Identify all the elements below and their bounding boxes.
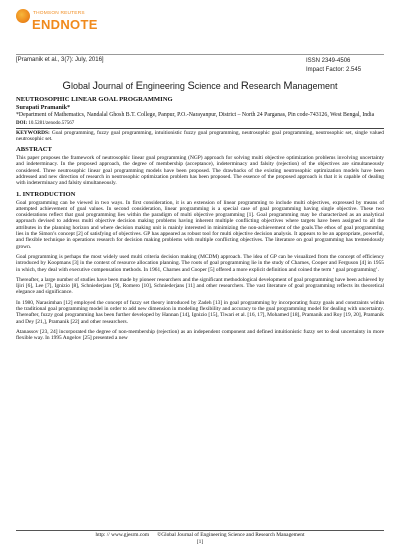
endnote-logo-mark-icon bbox=[16, 9, 30, 23]
abstract-heading: ABSTRACT bbox=[16, 146, 52, 154]
keywords-text: Goal programming, fuzzy goal programming, intuitionistic fuzzy goal programming, neutrosophic goal programming, neutrosophic set, single valued neutrosophic set. bbox=[16, 129, 384, 142]
intro-paragraph: Goal programming can be viewed in two ways. In first consideration, it is an extension of linear programming to include multi objectives, expressed by means of attempted achievement of goal values. In second consideration, linear programming is a special case of goal programming having single objective. These two considerations reflect that goal programming lies within the paradigm of multi objective programming [1]. Goal programming may be characterized as an analytical approach devised to address multi objective decision making problems having inherent multiple conflicting objectives where targets have been assigned to all the attributes in the planning horizon and where decision making unit is mainly interested in minimizing the non-achievement of the goals.The ethos of goal programming lies in the Simon’s concept [2] of satisfying of objectives. GP has appeared as robust tool for multi objective decision analysis. It appears to be an appropriate, powerful, and flexible technique in operations research for decision making problems with multiple conflicting objectives. The literature on goal programming has tremendously grown. bbox=[16, 199, 384, 250]
article-title: NEUTROSOPHIC LINEAR GOAL PROGRAMMING bbox=[16, 96, 173, 103]
logo-main-text: ENDNOTE bbox=[32, 17, 98, 32]
article-body bbox=[16, 96, 384, 346]
author-affiliation: *Department of Mathematics, Nandalal Ghosh B.T. College, Panpur, P.O.-Narayanpur, District – North 24 Parganas, Pin code-743126, West Bengal, India bbox=[16, 111, 375, 118]
keywords bbox=[16, 130, 384, 143]
issn: ISSN 2349-4506 bbox=[306, 58, 351, 64]
endnote-logo bbox=[16, 8, 126, 38]
keywords-rule bbox=[16, 128, 384, 129]
intro-paragraph: In 1980, Narasimhan [12] employed the concept of fuzzy set theory introduced by Zadeh [13] in goal programming by incorporating fuzzy goals and constraints within the traditional goal programming model in order to add new dimension in modeling flexibility and accuracy to the goal programming model for dealing with uncertainty. Thereafter, fuzzy goal programming has been further developed by Hannan [14], Ignizio [15], Tiwari et al. [16, 17], Mohamed [18], Pramanik and Roy [19, 20], Pramanik and Dey [21,], Pramanik [22] and other researchers. bbox=[16, 299, 384, 325]
keywords-label: KEYWORDS: bbox=[16, 129, 50, 136]
footer-url[interactable]: http: // www.gjesrm.com bbox=[95, 532, 150, 538]
intro-paragraph: Thereafter, a large number of studies have been made by pioneer researchers and the significant methodological development of goal programming have been achieved by Ijiri [6], Lee [7], Ignizio [8], Schniederjans [9], Romero [10], Schniederjans [11] and other researchers. The vast literature of goal programming reflects its theoretical elegance and significance. bbox=[16, 276, 384, 296]
header-issn-block bbox=[306, 57, 376, 75]
impact-factor: Impact Factor: 2.545 bbox=[306, 67, 362, 73]
journal-title: Global Journal of Engineering Science and Research Management bbox=[62, 80, 338, 92]
header-divider bbox=[16, 54, 384, 55]
doi-link[interactable]: 10.5281/zenodo.57567 bbox=[27, 120, 75, 126]
author-name: Surapati Pramanik* bbox=[16, 104, 71, 111]
page-footer bbox=[0, 532, 400, 546]
abstract-text: This paper proposes the framework of neutrosophic linear goal programming (NGP) approach for solving multi objective optimization problems involving uncertainty and indeterminacy. In the proposed approach, the degree of membership (acceptance), indeterminacy and falsity (rejection) of the objectives are simultaneously considered. Three neutrosophic linear goal programming models have been proposed. The drawbacks of the existing neutrosophic optimization models have been addressed and new direction of research in neutrosophic optimization problem has been proposed. The essence of the proposed approach is that it is capable of dealing with indeterminacy and falsity simultaneously. bbox=[16, 155, 384, 187]
citation-line: [Pramanik et al., 3(7): July, 2016] bbox=[16, 57, 104, 63]
introduction-heading: 1. INTRODUCTION bbox=[16, 190, 76, 198]
page-number: [1] bbox=[196, 539, 204, 545]
intro-paragraph: Goal programming is perhaps the most widely used multi criteria decision making (MCDM) approach. The idea of GP can be visualized from the concept of efficiency introduced by Koopmans [3] in the context of resource allocation planning. The roots of goal programming lie in the study of Charnes, Cooper and Ferguson [4] in 1955 in which, they deal with executive compensation methods. In 1961, Charnes and Cooper [5] offered a more explicit definition and coined the term ‘ goal programming’. bbox=[16, 253, 384, 273]
footer-copyright: ©Global Journal of Engineering Science and Research Management bbox=[157, 532, 305, 538]
doi-label: DOI: bbox=[16, 120, 28, 126]
intro-paragraph: Atanassov [23, 24] incorporated the degree of non-membership (rejection) as an independent component and defined intuitionistic fuzzy set to deal uncertainty in more flexible way. In 1995 Angelov [25] presented a new bbox=[16, 328, 384, 342]
logo-top-text: THOMSON REUTERS bbox=[33, 11, 85, 16]
footer-divider bbox=[16, 530, 384, 531]
doi-line bbox=[16, 120, 384, 127]
